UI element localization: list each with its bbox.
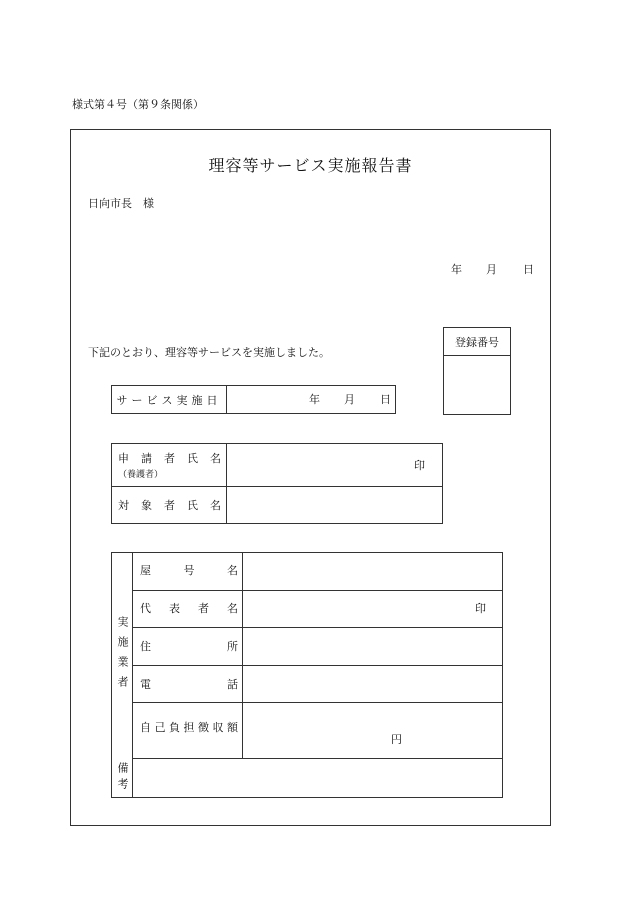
copay-label: 自 己 負 担 徴 収 額	[140, 721, 238, 734]
registration-number-value[interactable]	[444, 356, 510, 414]
phone-label: 電 話	[140, 678, 238, 691]
copay-field[interactable]	[243, 703, 502, 758]
phone-field[interactable]	[243, 666, 502, 702]
service-date-table	[111, 385, 396, 414]
representative-field[interactable]	[243, 591, 502, 627]
date-month-label: 月	[486, 263, 497, 276]
address-label: 住 所	[140, 640, 238, 653]
registration-number-label: 登録番号	[444, 328, 510, 356]
target-row	[112, 487, 442, 523]
provider-table	[111, 552, 503, 798]
applicant-sub-label: （養護者）	[118, 470, 164, 480]
target-name-field[interactable]	[227, 487, 442, 523]
copay-unit: 円	[391, 733, 402, 746]
representative-label: 代 表 者 名	[140, 602, 238, 615]
copay-row	[133, 703, 502, 759]
applicant-row	[112, 444, 442, 487]
shop-name-label: 屋 号 名	[140, 564, 238, 577]
form-number: 様式第４号（第９条関係）	[72, 98, 204, 111]
addressee: 日向市長 様	[88, 197, 154, 210]
target-name-label: 対象者氏名	[112, 487, 227, 523]
date-year-label: 年	[451, 263, 462, 276]
address-row	[133, 628, 502, 666]
service-date-field[interactable]	[227, 386, 395, 413]
service-date-month: 月	[344, 393, 355, 406]
phone-row	[133, 666, 502, 703]
applicant-name-label: 申請者氏名	[118, 452, 233, 465]
remarks-label: 備考	[116, 762, 129, 794]
applicant-seal: 印	[414, 459, 425, 472]
service-date-day: 日	[380, 393, 391, 406]
service-date-year: 年	[309, 393, 320, 406]
shop-name-row	[133, 553, 502, 591]
applicant-label-cell	[112, 444, 233, 486]
address-field[interactable]	[243, 628, 502, 665]
representative-row	[133, 591, 502, 628]
service-date-label: サービス実施日	[112, 386, 227, 413]
representative-seal: 印	[475, 602, 486, 615]
registration-number-box	[443, 327, 511, 415]
applicant-table	[111, 443, 443, 524]
provider-group-cell	[112, 553, 133, 759]
applicant-name-field[interactable]	[227, 444, 442, 486]
remarks-label-cell	[112, 759, 133, 797]
document-title: 理容等サービス実施報告書	[208, 156, 413, 175]
date-day-label: 日	[523, 263, 534, 276]
provider-group-label: 実施業者	[116, 616, 129, 696]
statement-text: 下記のとおり、理容等サービスを実施しました。	[88, 346, 330, 359]
remarks-field[interactable]	[133, 759, 502, 797]
shop-name-field[interactable]	[243, 553, 502, 590]
